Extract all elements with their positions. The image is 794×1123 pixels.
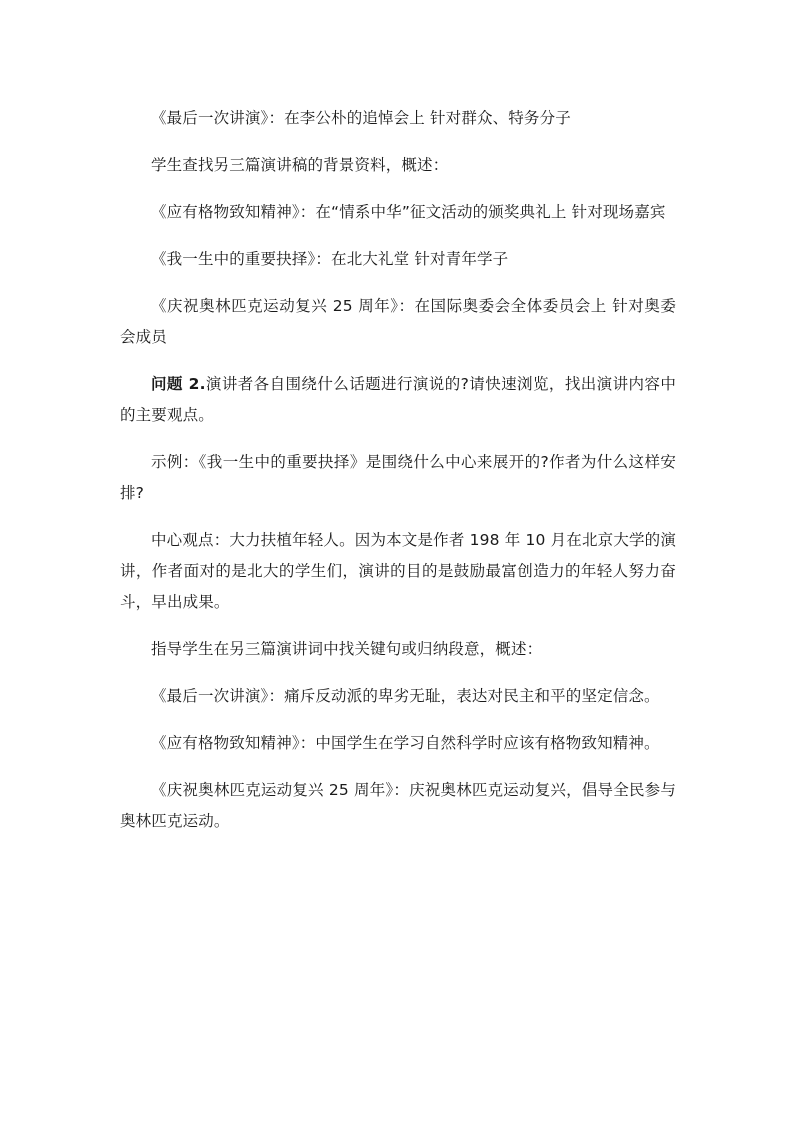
paragraph-important-choice-background: 《我一生中的重要抉择》：在北大礼堂 针对青年学子: [151, 250, 509, 268]
document-body: [120, 103, 676, 853]
paragraph-gewu-zhizhi-summary: 《应有格物致知精神》：中国学生在学习自然科学时应该有格物致知精神。: [151, 734, 660, 752]
paragraph-student-research-instruction: 学生查找另三篇演讲稿的背景资料，概述：: [151, 156, 449, 174]
question-2-label: 问题 2.: [151, 375, 206, 393]
paragraph-question-2: [120, 369, 676, 431]
question-2-text: 演讲者各自围绕什么话题进行演说的?请快速浏览，找出演讲内容中的主要观点。: [120, 375, 676, 424]
paragraph-last-speech-summary: 《最后一次讲演》：痛斥反动派的卑劣无耻，表达对民主和平的坚定信念。: [151, 687, 660, 705]
paragraph-example: 示例：《我一生中的重要抉择》是围绕什么中心来展开的?作者为什么这样安排?: [120, 453, 676, 502]
paragraph-gewu-zhizhi-background: 《应有格物致知精神》：在“情系中华”征文活动的颁奖典礼上 针对现场嘉宾: [151, 203, 666, 221]
paragraph-last-speech-background: 《最后一次讲演》：在李公朴的追悼会上 针对群众、特务分子: [151, 109, 571, 127]
paragraph-guide-students: 指导学生在另三篇演讲词中找关键句或归纳段意，概述：: [151, 640, 543, 658]
paragraph-olympic-revival-background: 《庆祝奥林匹克运动复兴 25 周年》：在国际奥委会全体委员会上 针对奥委会成员: [120, 297, 676, 346]
paragraph-central-viewpoint: 中心观点：大力扶植年轻人。因为本文是作者 198 年 10 月在北京大学的演讲，作者面对的是北大的学生们，演讲的目的是鼓励最富创造力的年轻人努力奋斗，早出成果。: [120, 531, 676, 611]
paragraph-olympic-revival-summary: 《庆祝奥林匹克运动复兴 25 周年》：庆祝奥林匹克运动复兴，倡导全民参与奥林匹克运动。: [120, 781, 676, 830]
